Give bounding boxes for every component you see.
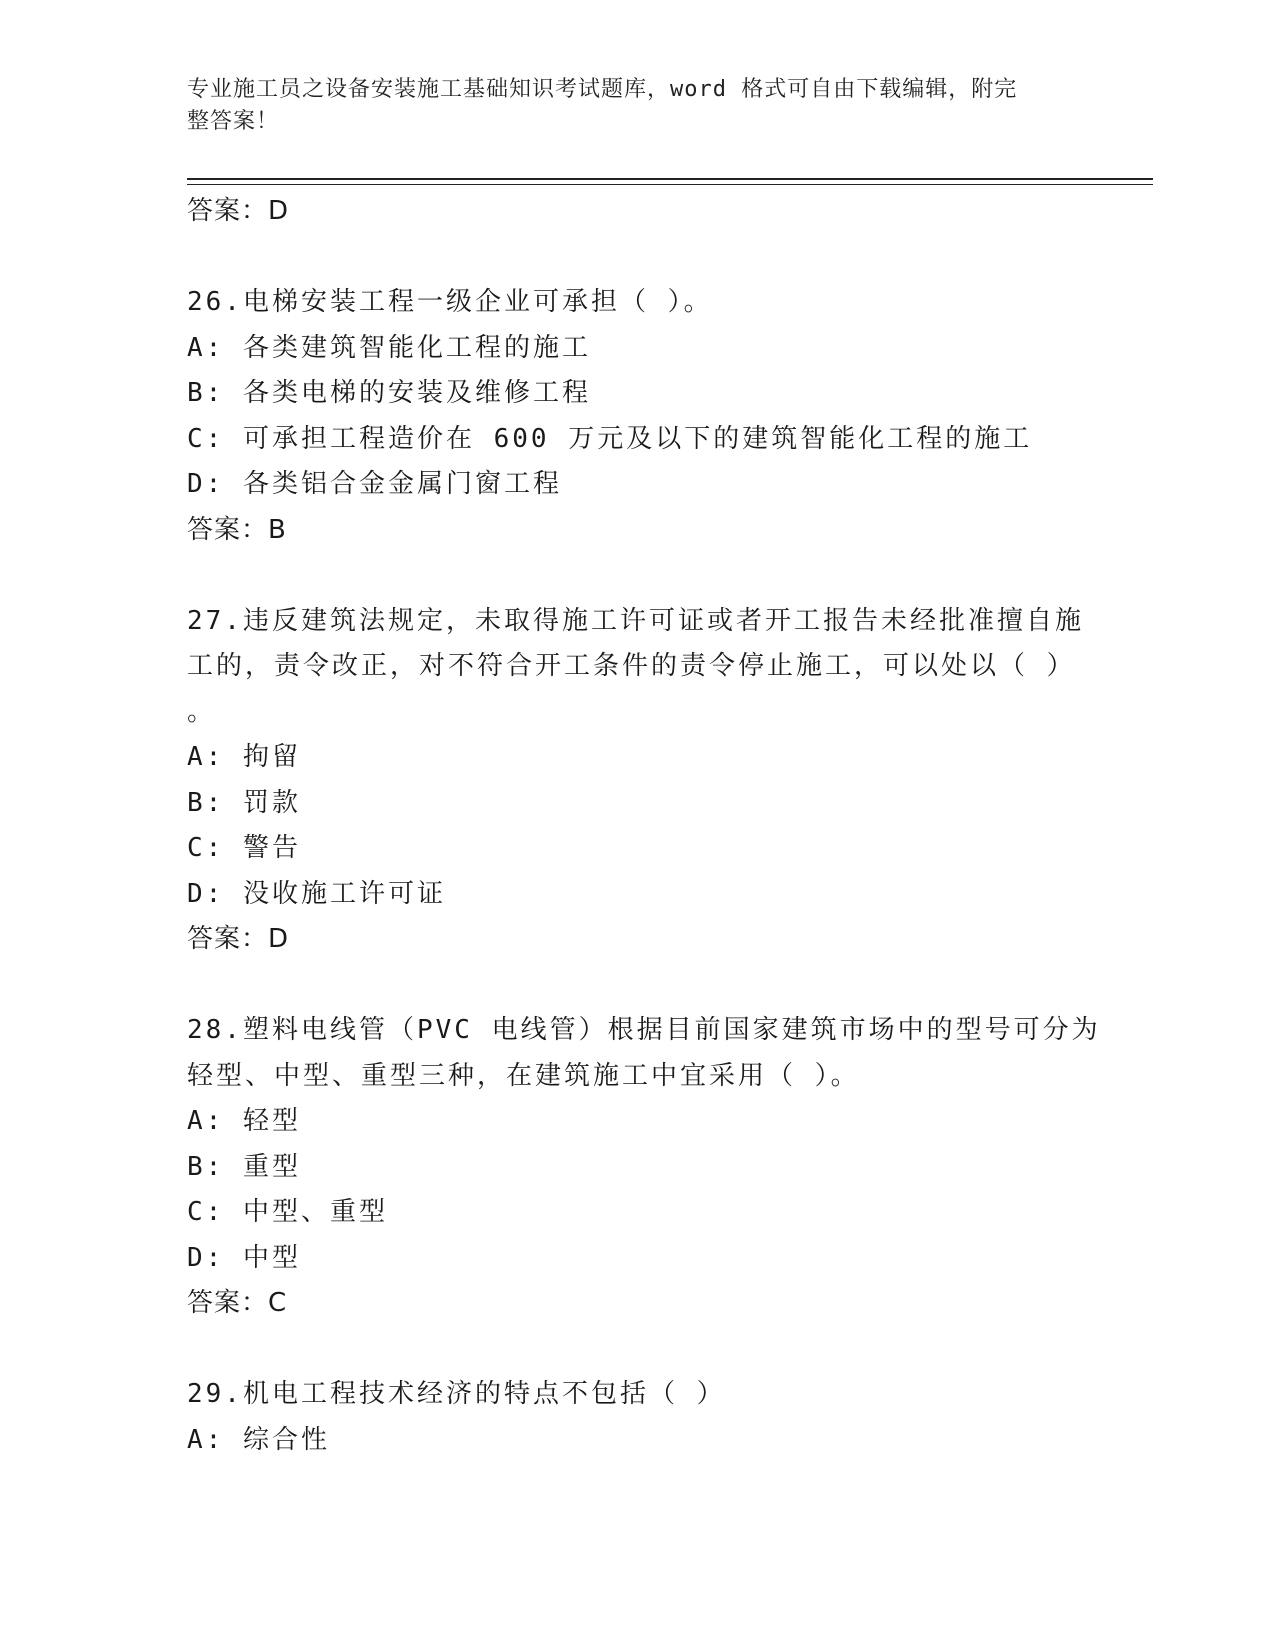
option-b: B: 重型 xyxy=(187,1151,301,1182)
option-a: A: 轻型 xyxy=(187,1106,301,1136)
option-c: C: 可承担工程造价在 600 万元及以下的建筑智能化工程的施工 xyxy=(187,423,1033,454)
question-stem-line-1: 27.违反建筑法规定，未取得施工许可证或者开工报告未经批准擅自施 xyxy=(187,605,1084,636)
header-line-1: 专业施工员之设备安装施工基础知识考试题库，word 格式可自由下载编辑，附完 xyxy=(187,77,1018,102)
question-29 xyxy=(187,1372,1087,1463)
option-d: D: 中型 xyxy=(187,1242,301,1273)
question-stem-line-2: 轻型、中型、重型三种，在建筑施工中宜采用（ ）。 xyxy=(187,1060,860,1091)
option-a: A: 各类建筑智能化工程的施工 xyxy=(187,332,591,363)
question-stem-line-1: 28.塑料电线管（PVC 电线管）根据目前国家建筑市场中的型号可分为 xyxy=(187,1015,1101,1045)
spacer xyxy=(187,963,1087,1009)
question-27 xyxy=(187,599,1087,963)
question-26 xyxy=(187,280,1087,553)
option-b: B: 罚款 xyxy=(187,787,301,818)
question-stem-line-2: 工的，责令改正，对不符合开工条件的责令停止施工，可以处以（ ） xyxy=(187,651,1076,681)
option-b: B: 各类电梯的安装及维修工程 xyxy=(187,378,591,408)
option-c: C: 警告 xyxy=(187,833,301,863)
option-c: C: 中型、重型 xyxy=(187,1197,388,1227)
answer: 答案：B xyxy=(187,514,287,545)
spacer xyxy=(187,1327,1087,1373)
option-d: D: 没收施工许可证 xyxy=(187,878,446,909)
spacer xyxy=(187,553,1087,599)
answer: 答案：D xyxy=(187,924,290,954)
question-stem: 26.电梯安装工程一级企业可承担（ ）。 xyxy=(187,287,713,317)
option-a: A: 综合性 xyxy=(187,1424,330,1455)
option-a: A: 拘留 xyxy=(187,742,301,772)
question-28 xyxy=(187,1008,1101,1327)
question-stem-line-3: 。 xyxy=(187,696,217,727)
answer: 答案：C xyxy=(187,1288,288,1318)
spacer xyxy=(187,235,1087,281)
header-divider-thick xyxy=(187,178,1153,180)
previous-answer: 答案：D xyxy=(187,196,290,226)
header-divider-thin xyxy=(187,184,1153,185)
question-list xyxy=(187,189,1101,1463)
option-d: D: 各类铝合金金属门窗工程 xyxy=(187,469,562,499)
document-header xyxy=(187,74,1067,138)
question-stem: 29.机电工程技术经济的特点不包括（ ） xyxy=(187,1379,726,1409)
header-line-2: 整答案！ xyxy=(187,109,280,134)
